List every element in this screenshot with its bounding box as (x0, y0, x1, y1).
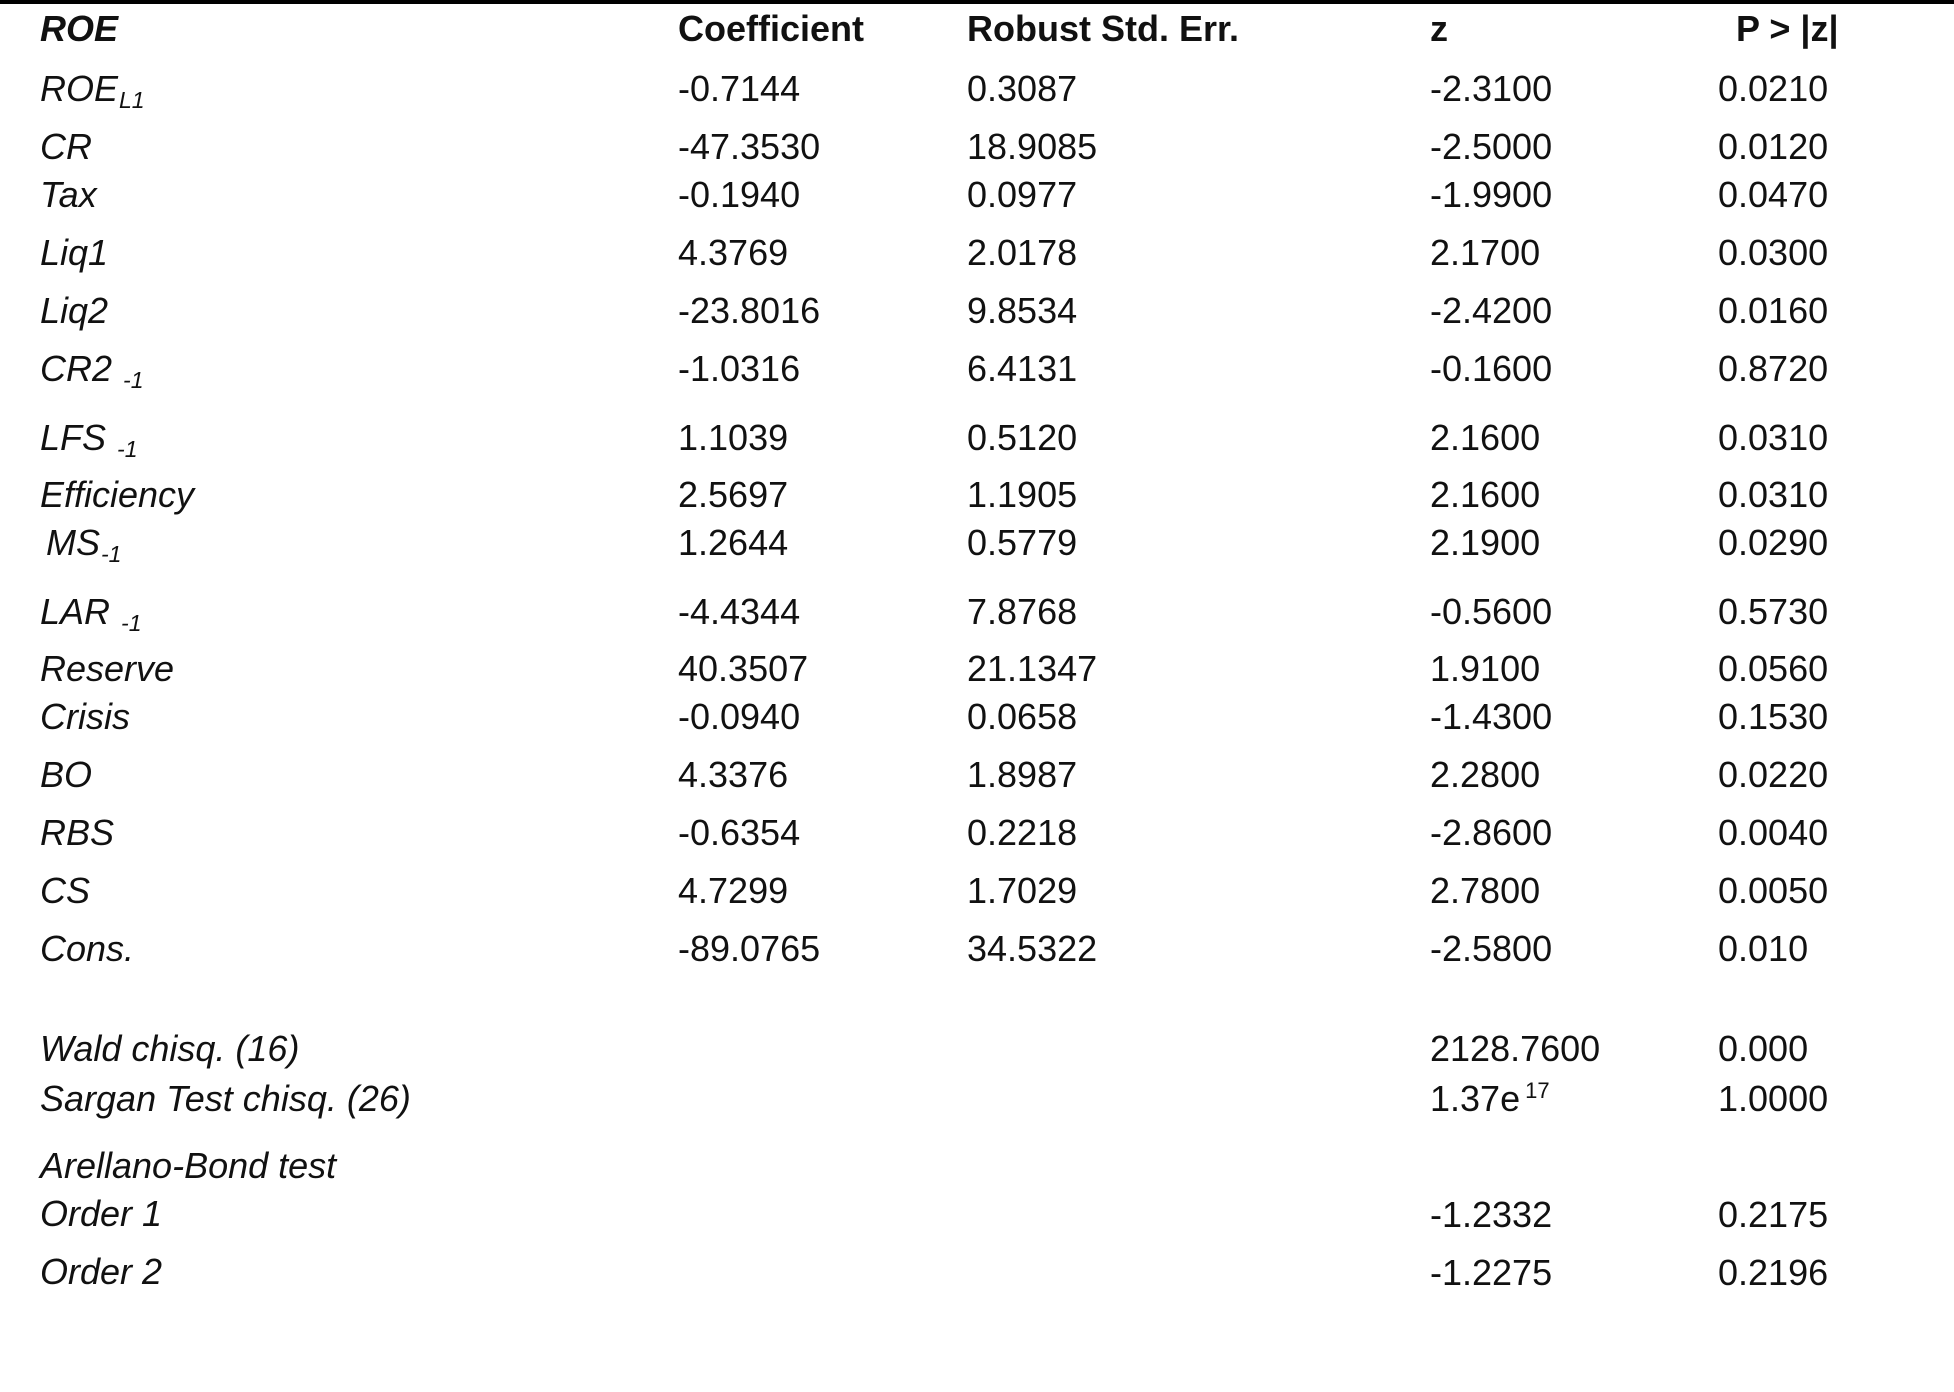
sargan-label: Sargan Test chisq. (26) (40, 1078, 411, 1119)
row-variable-name (40, 348, 144, 393)
variable-label: Liq1 (40, 232, 109, 273)
variable-label: LAR (40, 591, 121, 632)
row-se-value: 1.8987 (967, 754, 1078, 795)
variable-label: Liq2 (40, 290, 109, 331)
wald-label: Wald chisq. (16) (40, 1028, 300, 1069)
header-z: z (1430, 8, 1448, 49)
row-p-value: 0.5730 (1718, 591, 1829, 632)
row-se-value: 6.4131 (967, 348, 1078, 389)
row-p-value: 0.0050 (1718, 870, 1829, 911)
row-se-value: 21.1347 (967, 648, 1098, 689)
row-z-value: -1.4300 (1430, 696, 1553, 737)
variable-label: Tax (40, 174, 97, 215)
row-coef-value: -4.4344 (678, 591, 801, 632)
row-p-value: 0.1530 (1718, 696, 1829, 737)
variable-label: RBS (40, 812, 115, 853)
row-se-value: 2.0178 (967, 232, 1078, 273)
row-p-value: 0.0220 (1718, 754, 1829, 795)
row-z-value: -0.1600 (1430, 348, 1553, 389)
row-variable-name (40, 812, 115, 853)
row-variable-name (40, 928, 135, 969)
row-se-value: 1.7029 (967, 870, 1078, 911)
row-variable-name (40, 417, 138, 462)
row-se-value: 0.2218 (967, 812, 1078, 853)
variable-subscript: -1 (121, 610, 142, 636)
row-z-value: 2.1600 (1430, 474, 1541, 515)
sargan-stat (1430, 1078, 1550, 1119)
variable-subscript: L1 (119, 87, 145, 113)
sargan-p: 1.0000 (1718, 1078, 1829, 1119)
wald-p: 0.000 (1718, 1028, 1809, 1069)
order1-stat: -1.2332 (1430, 1194, 1553, 1235)
row-coef-value: 2.5697 (678, 474, 789, 515)
row-variable-name (40, 870, 91, 911)
header-p-value: P > |z| (1736, 8, 1839, 49)
order1-label: Order 1 (40, 1193, 163, 1234)
row-se-value: 0.0658 (967, 696, 1078, 737)
row-se-value: 0.3087 (967, 68, 1078, 109)
row-variable-name (40, 68, 145, 113)
row-se-value: 7.8768 (967, 591, 1078, 632)
header-robust-std-err: Robust Std. Err. (967, 8, 1240, 49)
row-se-value: 0.5120 (967, 417, 1078, 458)
header-dependent-variable: ROE (40, 8, 119, 49)
row-coef-value: -1.0316 (678, 348, 801, 389)
variable-label: MS (46, 522, 100, 563)
row-coef-value: 1.1039 (678, 417, 789, 458)
top-rule (0, 0, 1954, 4)
row-p-value: 0.0210 (1718, 68, 1829, 109)
variable-label: BO (40, 754, 93, 795)
variable-label: Efficiency (40, 474, 195, 515)
row-coef-value: 4.7299 (678, 870, 789, 911)
row-z-value: -2.8600 (1430, 812, 1553, 853)
wald-stat: 2128.7600 (1430, 1028, 1601, 1069)
row-p-value: 0.0040 (1718, 812, 1829, 853)
row-z-value: 2.1700 (1430, 232, 1541, 273)
row-z-value: -2.3100 (1430, 68, 1553, 109)
row-variable-name (40, 754, 93, 795)
row-se-value: 1.1905 (967, 474, 1078, 515)
row-p-value: 0.0310 (1718, 417, 1829, 458)
row-variable-name (40, 474, 195, 515)
row-se-value: 34.5322 (967, 928, 1098, 969)
row-p-value: 0.0310 (1718, 474, 1829, 515)
row-z-value: 2.7800 (1430, 870, 1541, 911)
variable-label: ROE (40, 68, 119, 109)
row-coef-value: -47.3530 (678, 126, 821, 167)
row-coef-value: -23.8016 (678, 290, 821, 331)
row-z-value: 2.1900 (1430, 522, 1541, 563)
variable-label: Cons. (40, 928, 135, 969)
order2-p: 0.2196 (1718, 1252, 1829, 1293)
row-variable-name (40, 232, 109, 273)
variable-label: CR (40, 126, 92, 167)
row-variable-name (40, 696, 130, 737)
row-coef-value: 1.2644 (678, 522, 789, 563)
row-p-value: 0.0160 (1718, 290, 1829, 331)
row-variable-name (46, 522, 122, 567)
row-coef-value: -89.0765 (678, 928, 821, 969)
row-se-value: 9.8534 (967, 290, 1078, 331)
row-se-value: 0.0977 (967, 174, 1078, 215)
arellano-bond-label: Arellano-Bond test (40, 1145, 337, 1186)
row-coef-value: -0.0940 (678, 696, 801, 737)
row-variable-name (40, 591, 142, 636)
row-variable-name (40, 648, 175, 689)
row-p-value: 0.0470 (1718, 174, 1829, 215)
header-coefficient: Coefficient (678, 8, 865, 49)
row-se-value: 18.9085 (967, 126, 1098, 167)
row-p-value: 0.010 (1718, 928, 1809, 969)
row-z-value: -2.5000 (1430, 126, 1553, 167)
row-coef-value: 4.3376 (678, 754, 789, 795)
row-z-value: -2.4200 (1430, 290, 1553, 331)
row-z-value: -2.5800 (1430, 928, 1553, 969)
row-coef-value: -0.7144 (678, 68, 801, 109)
row-coef-value: -0.1940 (678, 174, 801, 215)
row-p-value: 0.0300 (1718, 232, 1829, 273)
order2-label: Order 2 (40, 1251, 163, 1292)
variable-label: Crisis (40, 696, 130, 737)
variable-subscript: -1 (101, 541, 122, 567)
row-p-value: 0.0290 (1718, 522, 1829, 563)
order1-p: 0.2175 (1718, 1194, 1829, 1235)
row-se-value: 0.5779 (967, 522, 1078, 563)
row-coef-value: 4.3769 (678, 232, 789, 273)
variable-label: CS (40, 870, 91, 911)
variable-label: CR2 (40, 348, 123, 389)
variable-label: LFS (40, 417, 117, 458)
variable-subscript: -1 (123, 367, 144, 393)
order2-stat: -1.2275 (1430, 1252, 1553, 1293)
variable-subscript: -1 (117, 436, 138, 462)
sargan-stat-base: 1.37e (1430, 1078, 1521, 1119)
row-p-value: 0.0560 (1718, 648, 1829, 689)
row-p-value: 0.8720 (1718, 348, 1829, 389)
row-z-value: 1.9100 (1430, 648, 1541, 689)
row-z-value: -1.9900 (1430, 174, 1553, 215)
row-z-value: 2.1600 (1430, 417, 1541, 458)
sargan-stat-exponent: 17 (1525, 1078, 1550, 1103)
row-coef-value: -0.6354 (678, 812, 801, 853)
row-variable-name (40, 290, 109, 331)
row-variable-name (40, 126, 92, 167)
row-variable-name (40, 174, 97, 215)
variable-label: Reserve (40, 648, 175, 689)
row-p-value: 0.0120 (1718, 126, 1829, 167)
row-z-value: 2.2800 (1430, 754, 1541, 795)
row-coef-value: 40.3507 (678, 648, 809, 689)
row-z-value: -0.5600 (1430, 591, 1553, 632)
